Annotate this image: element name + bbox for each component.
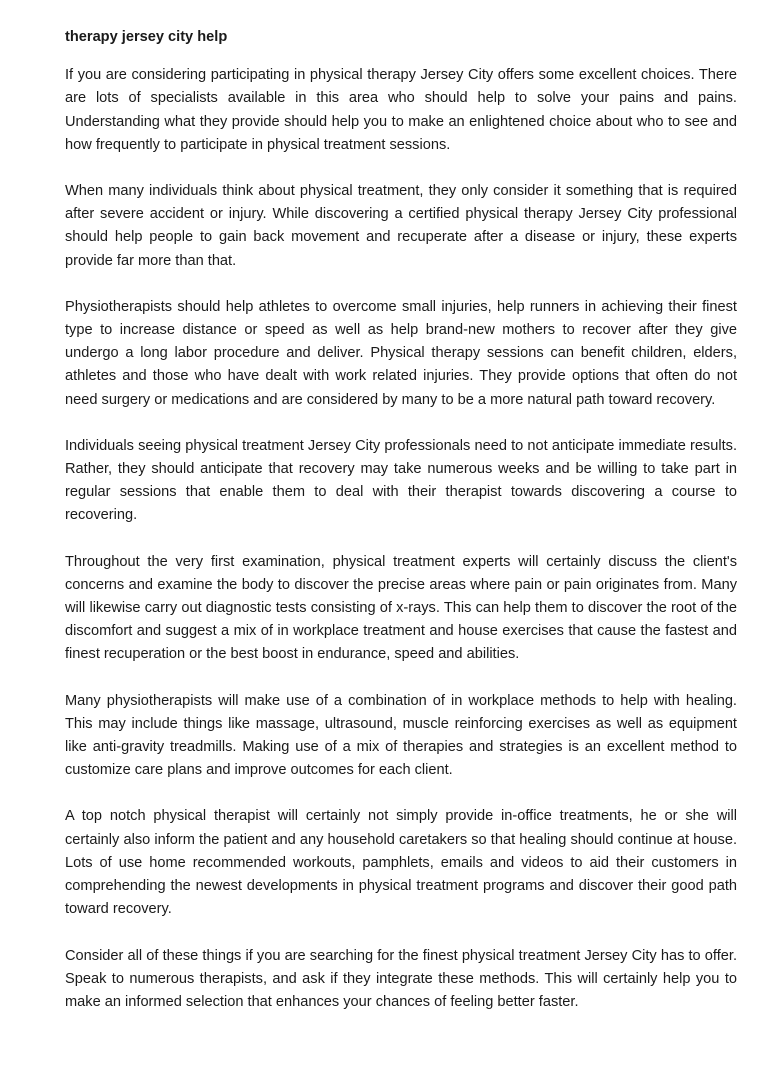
paragraph-3: Physiotherapists should help athletes to overcome small injuries, help runners in achieving their finest type to increase distance or speed as well as help brand-new mothers to recover after they give undergo a long labor procedure and deliver. Physical therapy sessions can benefit children, elders, athletes and those who have dealt with work related injuries. They provide options that often do not need surgery or medications and are considered by many to be a more natural path toward recovery. bbox=[65, 298, 737, 408]
paragraph-4: Individuals seeing physical treatment Jersey City professionals need to not anticipate immediate results. Rather, they should anticipate that recovery may take numerous weeks and be willing to take part in regular sessions that enable them to deal with their therapist towards discovering a course to recovering. bbox=[65, 437, 737, 524]
document-page bbox=[65, 26, 737, 1014]
paragraph-1: If you are considering participating in physical therapy Jersey City offers some excellent choices. There are lots of specialists available in this area who should help to solve your pains and pains. Understanding what they provide should help you to make an enlightened choice about who to see and how frequently to participate in physical treatment sessions. bbox=[65, 67, 737, 153]
paragraph-5: Throughout the very first examination, physical treatment experts will certainly discuss the client's concerns and examine the body to discover the precise areas where pain or pain originates from. Many will likewise carry out diagnostic tests consisting of x-rays. This can help them to discover the root of the discomfort and suggest a mix of in workplace treatment and house exercises that cause the fastest and finest recuperation or the best boost in endurance, speed and abilities. bbox=[65, 553, 737, 663]
paragraph-8: Consider all of these things if you are searching for the finest physical treatment Jersey City has to offer. Speak to numerous therapists, and ask if they integrate these methods. This will certainly help you to make an informed selection that enhances your chances of feeling better faster. bbox=[65, 947, 737, 1010]
paragraph-7: A top notch physical therapist will certainly not simply provide in-office treatments, he or she will certainly also inform the patient and any household caretakers so that healing should continue at house. Lots of use home recommended workouts, pamphlets, emails and videos to aid their customers in comprehending the newest developments in physical treatment programs and discover their good path toward recovery. bbox=[65, 808, 737, 918]
paragraph-6: Many physiotherapists will make use of a combination of in workplace methods to help with healing. This may include things like massage, ultrasound, muscle reinforcing exercises as well as equipment like anti-gravity treadmills. Making use of a mix of therapies and strategies is an excellent method to customize care plans and improve outcomes for each client. bbox=[65, 692, 737, 779]
document-title: therapy jersey city help bbox=[65, 29, 228, 45]
paragraph-2: When many individuals think about physical treatment, they only consider it something that is required after severe accident or injury. While discovering a certified physical therapy Jersey City professional should help people to gain back movement and recuperate after a disease or injury, these experts provide far more than that. bbox=[65, 183, 737, 269]
